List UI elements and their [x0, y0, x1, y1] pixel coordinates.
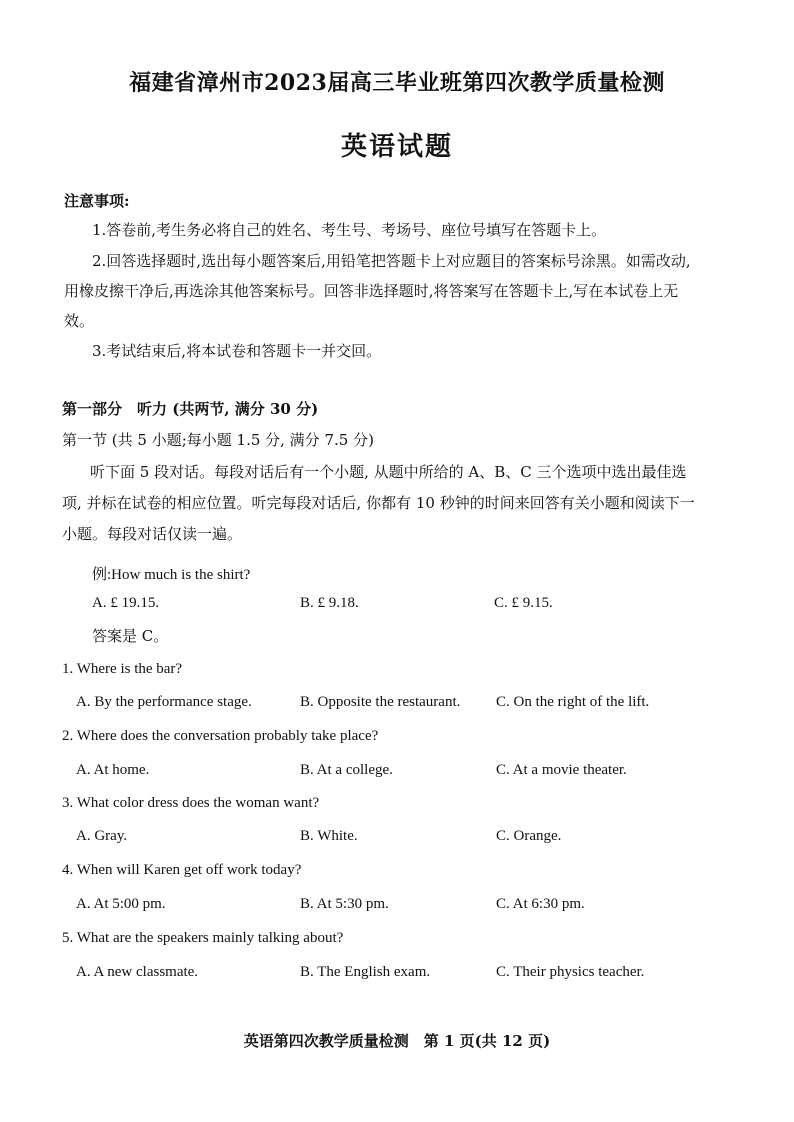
- question-1-option-b: B. Opposite the restaurant.: [300, 694, 461, 710]
- example-answer: 答案是 C。: [92, 627, 169, 645]
- question-2: 2. Where does the conversation probably take place?: [62, 728, 379, 744]
- question-2-option-c: C. At a movie theater.: [496, 762, 627, 778]
- question-3-option-a: A. Gray.: [76, 828, 128, 844]
- subject-title: 英语试题: [340, 132, 453, 162]
- page-footer: 英语第四次教学质量检测 第 1 页(共 12 页): [243, 1032, 551, 1050]
- example-question: 例:How much is the shirt?: [92, 567, 251, 583]
- question-5: 5. What are the speakers mainly talking about?: [62, 930, 344, 946]
- note-item: 3.考试结束后,将本试卷和答题卡一并交回。: [92, 342, 382, 360]
- question-4: 4. When will Karen get off work today?: [62, 862, 302, 878]
- question-2-option-b: B. At a college.: [300, 762, 393, 778]
- example-option-a: A. £ 19.15.: [92, 595, 160, 611]
- exam-title: 福建省漳州市2023届高三毕业班第四次教学质量检测: [129, 70, 665, 96]
- note-item: 1.答卷前,考生务必将自己的姓名、考生号、考场号、座位号填写在答题卡上。: [92, 221, 607, 239]
- question-2-option-a: A. At home.: [76, 762, 150, 778]
- question-5-option-a: A. A new classmate.: [76, 964, 199, 980]
- question-4-option-b: B. At 5:30 pm.: [300, 896, 389, 912]
- example-option-c: C. £ 9.15.: [494, 595, 553, 611]
- question-3: 3. What color dress does the woman want?: [62, 795, 320, 811]
- question-4-option-c: C. At 6:30 pm.: [496, 896, 585, 912]
- question-1: 1. Where is the bar?: [62, 661, 183, 677]
- part-heading: 第一部分 听力 (共两节, 满分 30 分): [62, 400, 319, 418]
- question-5-option-c: C. Their physics teacher.: [496, 964, 645, 980]
- question-1-option-c: C. On the right of the lift.: [496, 694, 650, 710]
- question-5-option-b: B. The English exam.: [300, 964, 431, 980]
- question-3-option-b: B. White.: [300, 828, 358, 844]
- notes-heading: 注意事项:: [64, 192, 130, 210]
- section-heading: 第一节 (共 5 小题;每小题 1.5 分, 满分 7.5 分): [62, 431, 374, 449]
- question-4-option-a: A. At 5:00 pm.: [76, 896, 166, 912]
- example-option-b: B. £ 9.18.: [300, 595, 359, 611]
- question-3-option-c: C. Orange.: [496, 828, 562, 844]
- note-item: 2.回答选择题时,选出每小题答案后,用铅笔把答题卡上对应题目的答案标号涂黑。如需改动,用橡皮擦干净后,再选涂其他答案标号。回答非选择题时,将答案写在答题卡上,写在本试卷上无效。: [64, 252, 691, 330]
- instructions: 听下面 5 段对话。每段对话后有一个小题, 从题中所给的 A、B、C 三个选项中选出最佳选项, 并标在试卷的相应位置。听完每段对话后, 你都有 10 秒钟的时间来回答有关小题和阅读下一小题。每段对话仅读一遍。: [62, 463, 695, 543]
- question-1-option-a: A. By the performance stage.: [76, 694, 252, 710]
